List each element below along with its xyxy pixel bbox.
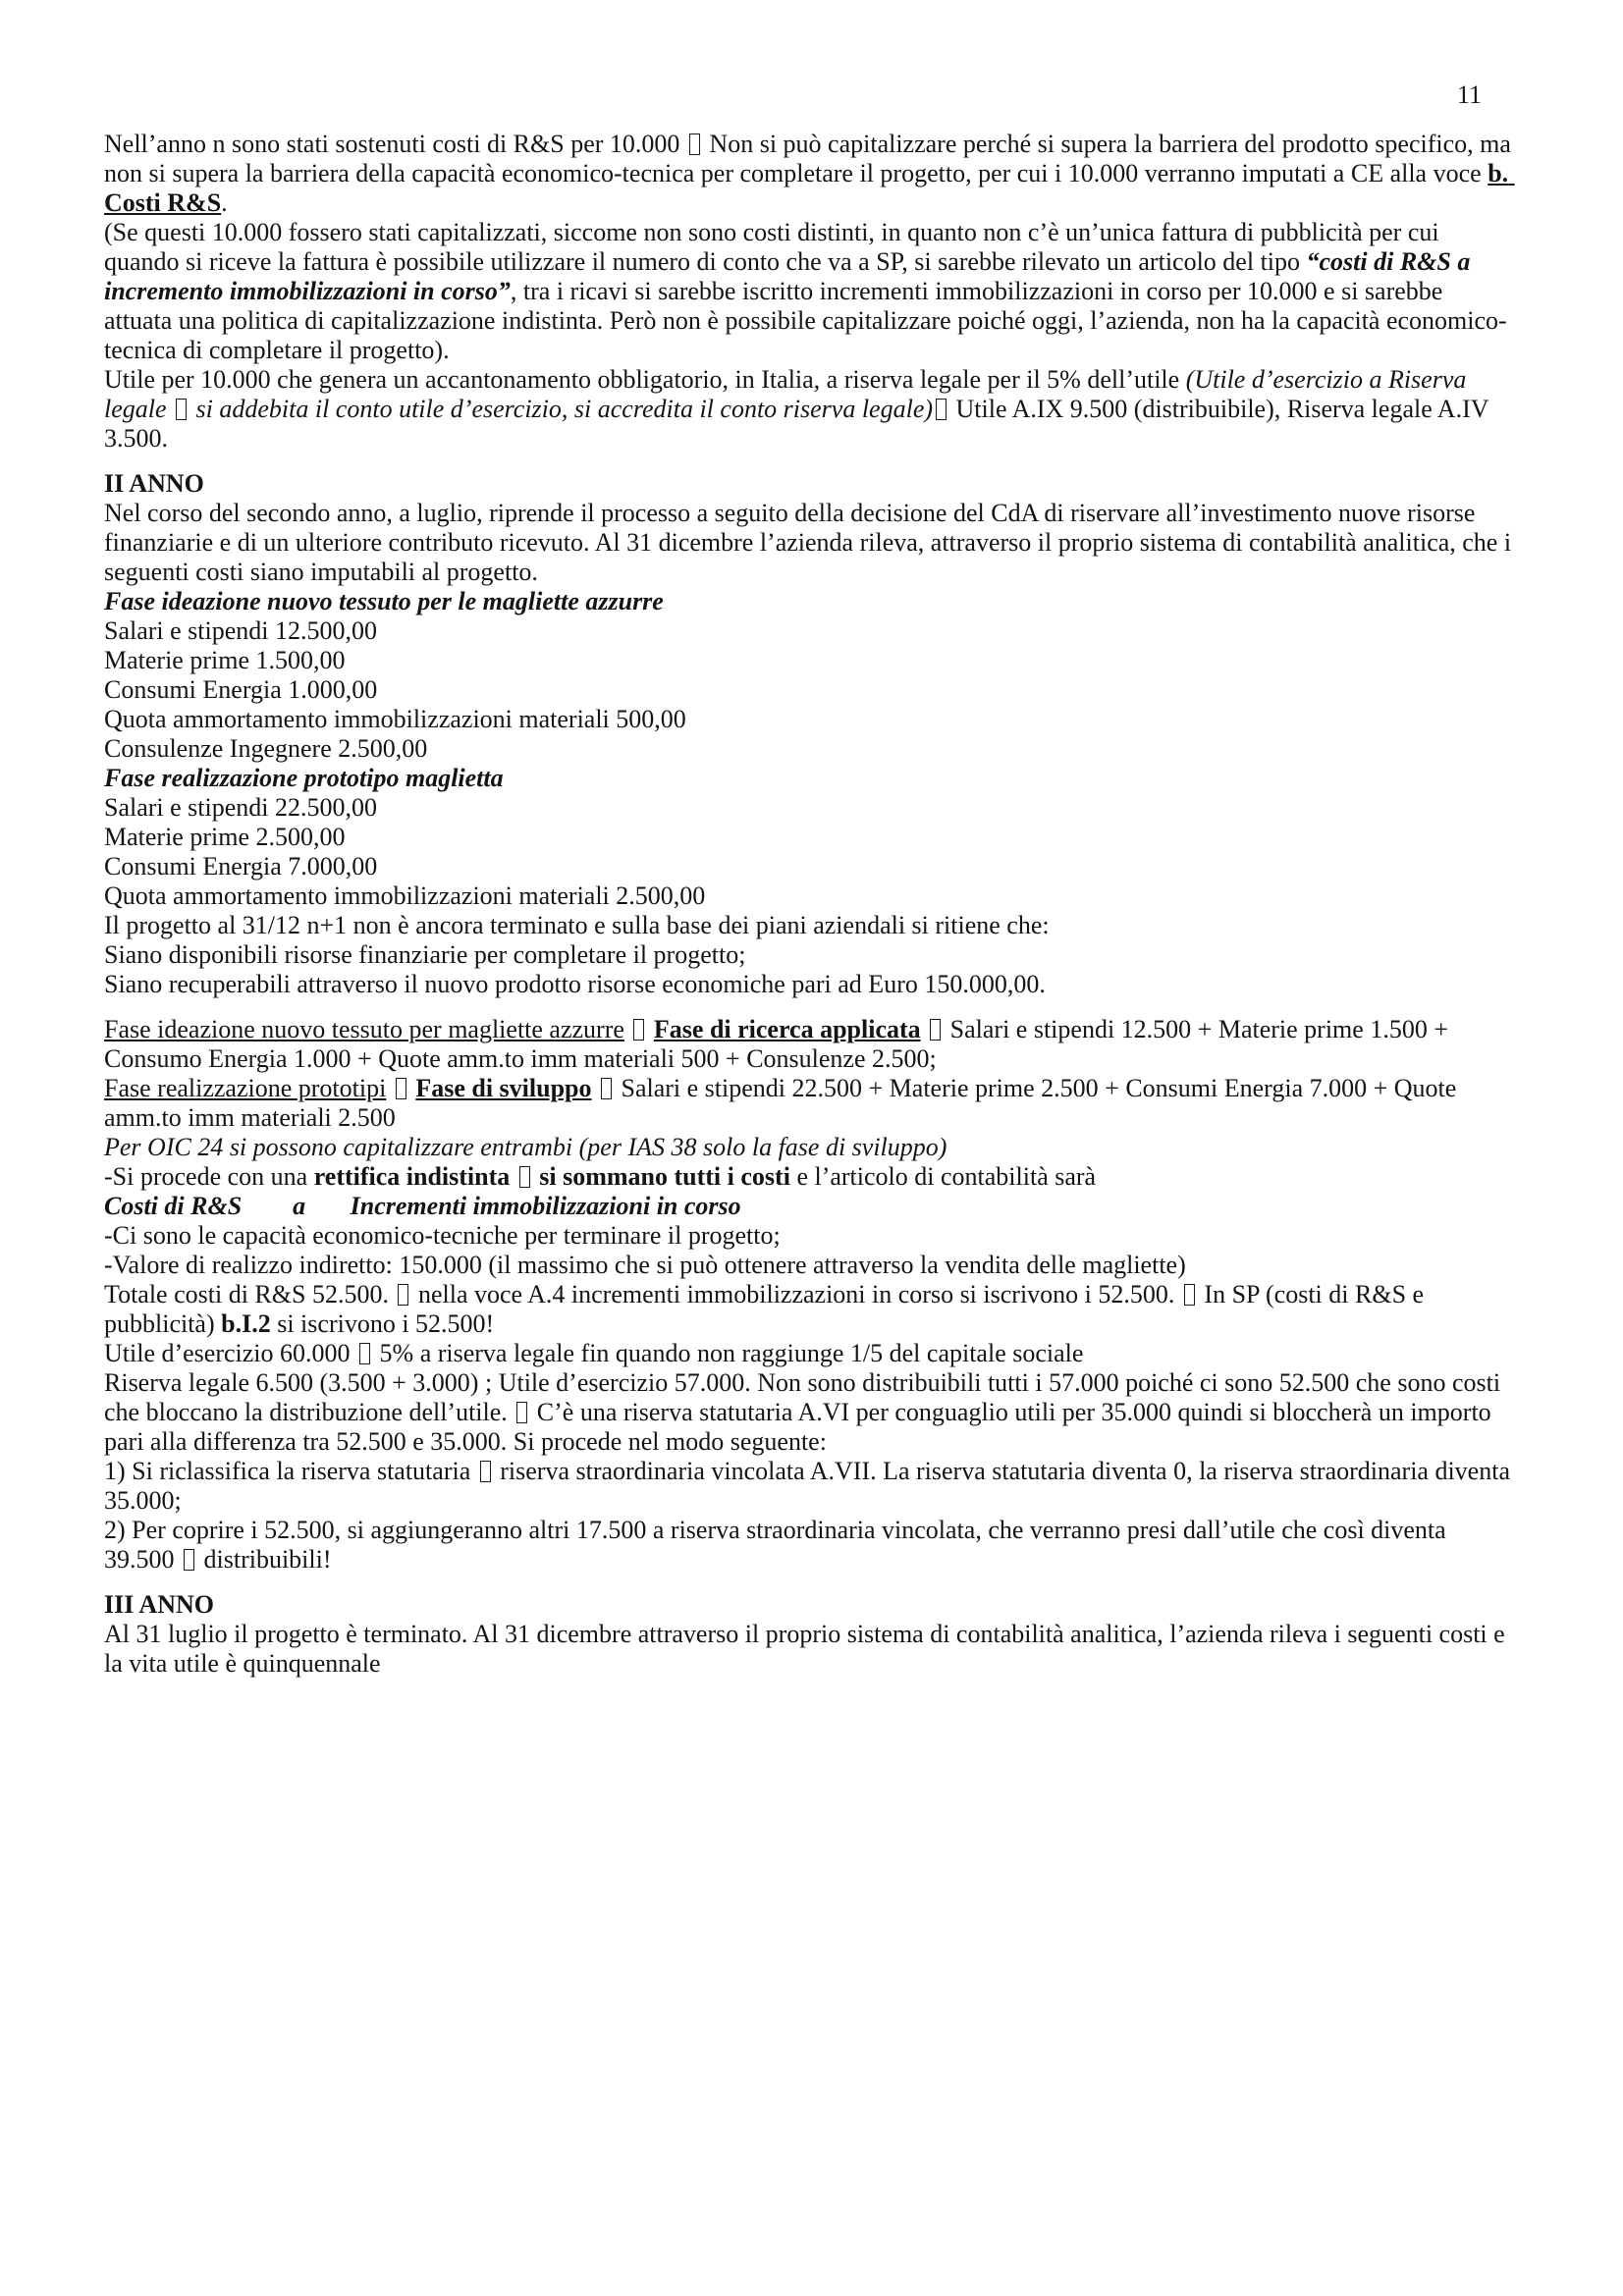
text-run: II ANNO <box>104 469 204 498</box>
paragraph-condition <box>104 970 1515 999</box>
text-run: Per OIC 24 si possono capitalizzare entrambi (per IAS 38 solo la fase di sviluppo) <box>104 1133 947 1161</box>
text-run: Materie prime 1.500,00 <box>104 646 346 674</box>
missing-glyph-box-icon <box>930 1019 941 1041</box>
missing-glyph-box-icon <box>480 1461 491 1482</box>
paragraph-condition <box>104 940 1515 970</box>
text-run: Consumi Energia 7.000,00 <box>104 852 378 881</box>
blank-line <box>104 999 1515 1015</box>
text-run: -Ci sono le capacità economico-tecniche per terminare il progetto; <box>104 1221 781 1250</box>
cost-line <box>104 646 1515 675</box>
text-run: si sommano tutti i costi <box>539 1162 790 1191</box>
text-run: Nel corso del secondo anno, a luglio, riprende il processo a seguito della decisione del CdA di riservare all’investimento nuove risorse finanziarie e di un ulteriore contributo ricevuto. Al 31 dicembre l’azienda rileva, attraverso il proprio sistema di contabilità analitica, che i seguenti costi siano imputabili al progetto. <box>104 499 1518 586</box>
text-run: (Utile d’esercizio a Riserva legale si addebita il conto utile d’esercizio, si accredita il conto riserva legale) <box>104 365 1473 423</box>
text-run: . <box>221 188 228 217</box>
text-run: Quota ammortamento immobilizzazioni materiali 500,00 <box>104 705 686 733</box>
text-run: -Valore di realizzo indiretto: 150.000 (il massimo che si può ottenere attraverso la vendita delle magliette) <box>104 1251 1186 1279</box>
text-run: 1) Si riclassifica la riserva statutaria riserva straordinaria vincolata A.VII. La riserva statutaria diventa 0, la riserva straordinaria diventa 35.000; <box>104 1457 1517 1515</box>
paragraph-riserva-legale <box>104 1368 1515 1457</box>
text-run <box>386 1074 415 1102</box>
paragraph-utile60 <box>104 1339 1515 1368</box>
cost-line <box>104 705 1515 734</box>
text-run: Fase di ricerca applicata <box>653 1015 921 1043</box>
text-run: Fase realizzazione prototipo maglietta <box>104 764 504 792</box>
blank-line <box>104 454 1515 469</box>
text-run: Materie prime 2.500,00 <box>104 823 346 851</box>
text-run: e l’articolo di contabilità sarà <box>789 1162 1097 1191</box>
text-run: Fase ideazione nuovo tessuto per le magliette azzurre <box>104 587 664 615</box>
text-run: Al 31 luglio il progetto è terminato. Al 31 dicembre attraverso il proprio sistema di contabilità analitica, l’azienda rileva i seguenti costi e la vita utile è quinquennale <box>104 1620 1512 1678</box>
blank-line <box>104 1575 1515 1590</box>
text-run: Costi di R&S a Incrementi immobilizzazioni in corso <box>104 1192 741 1220</box>
cost-line <box>104 675 1515 705</box>
paragraph-progetto-status <box>104 911 1515 940</box>
subheading-fase-realizzazione <box>104 764 1515 793</box>
paragraph-step-1 <box>104 1457 1515 1516</box>
text-run: b.I.2 <box>221 1309 271 1338</box>
cost-line <box>104 616 1515 646</box>
text-run: Salari e stipendi 12.500,00 <box>104 616 378 645</box>
missing-glyph-box-icon <box>184 1549 194 1571</box>
text-run: (Se questi 10.000 fossero stati capitalizzati, siccome non sono costi distinti, in quanto non c’è un’unica fattura di pubblicità per cui quando si riceve la fattura è possibile utilizzare il numero di conto che va a SP, si sarebbe rilevato un articolo del tipo <box>104 218 1446 276</box>
missing-glyph-box-icon <box>398 1284 408 1306</box>
heading-anno-2 <box>104 469 1515 499</box>
missing-glyph-box-icon <box>519 1166 530 1188</box>
missing-glyph-box-icon <box>516 1402 527 1423</box>
paragraph-oic <box>104 1133 1515 1162</box>
text-run: Salari e stipendi 22.500,00 <box>104 793 378 822</box>
document-body <box>104 130 1518 1679</box>
cost-line <box>104 881 1515 911</box>
text-run: si iscrivono i 52.500! <box>270 1309 495 1338</box>
paragraph-capitalization-note <box>104 218 1515 365</box>
page-number: 11 <box>1456 80 1482 109</box>
text-run: b. Costi R&S <box>104 159 1515 217</box>
missing-glyph-box-icon <box>359 1343 370 1364</box>
text-run: Fase di sviluppo <box>415 1074 592 1102</box>
paragraph-capacita <box>104 1221 1515 1251</box>
text-run: Il progetto al 31/12 n+1 non è ancora terminato e sulla base dei piani aziendali si ritiene che: <box>104 911 1050 939</box>
cost-line <box>104 823 1515 852</box>
missing-glyph-box-icon <box>633 1019 644 1041</box>
text-run <box>624 1015 654 1043</box>
missing-glyph-box-icon <box>176 399 187 420</box>
paragraph-journal-entry <box>104 1192 1515 1221</box>
text-run: Consulenze Ingegnere 2.500,00 <box>104 734 428 763</box>
text-run: Riserva legale 6.500 (3.500 + 3.000) ; Utile d’esercizio 57.000. Non sono distribuibili tutti i 57.000 poiché ci sono 52.500 che sono costi che bloccano la distribuzione dell’utile. C’è una riserva statutaria A.VI per conguaglio utili per 35.000 quindi si bloccherà un importo pari alla differenza tra 52.500 e 35.000. Si procede nel modo seguente: <box>104 1368 1507 1456</box>
text-run: Salari e stipendi 12.500 + Materie prime 1.500 + Consumo Energia 1.000 + Quote amm.to imm materiali 500 + Consulenze 2.500; <box>104 1015 1455 1073</box>
paragraph-anno3-intro <box>104 1620 1515 1679</box>
text-run: “costi di R&S a incremento immobilizzazioni in corso” <box>104 247 1477 305</box>
text-run: Utile per 10.000 che genera un accantonamento obbligatorio, in Italia, a riserva legale per il 5% dell’utile <box>104 365 1186 394</box>
text-run: Consumi Energia 1.000,00 <box>104 675 378 704</box>
paragraph-rettifica <box>104 1162 1515 1192</box>
cost-line <box>104 793 1515 823</box>
text-run: Quota ammortamento immobilizzazioni materiali 2.500,00 <box>104 881 706 910</box>
text-run: Utile A.IX 9.500 (distribuibile), Riserva legale A.IV 3.500. <box>104 395 1495 453</box>
text-run: Utile d’esercizio 60.000 5% a riserva legale fin quando non raggiunge 1/5 del capitale sociale <box>104 1339 1084 1367</box>
heading-anno-3 <box>104 1590 1515 1620</box>
text-run: -Si procede con una <box>104 1162 314 1191</box>
missing-glyph-box-icon <box>1184 1284 1195 1306</box>
subheading-fase-ideazione <box>104 587 1515 616</box>
missing-glyph-box-icon <box>601 1078 612 1099</box>
paragraph-fase-sviluppo <box>104 1074 1515 1133</box>
paragraph-fase-ricerca <box>104 1015 1515 1074</box>
text-run: Salari e stipendi 22.500 + Materie prime 2.500 + Consumi Energia 7.000 + Quote amm.to imm materiali 2.500 <box>104 1074 1463 1132</box>
text-run: Siano recuperabili attraverso il nuovo prodotto risorse economiche pari ad Euro 150.000,00. <box>104 970 1046 998</box>
paragraph-rs-costs <box>104 130 1518 218</box>
text-run: Fase realizzazione prototipi <box>104 1074 387 1102</box>
text-run: Nell’anno n sono stati sostenuti costi di R&S per 10.000 Non si può capitalizzare perché si supera la barriera del prodotto specifico, ma non si supera la barriera della capacità economico-tecnica per completare il progetto, per cui i 10.000 verranno imputati a CE alla voce <box>104 130 1518 187</box>
missing-glyph-box-icon <box>689 133 700 155</box>
text-run <box>510 1162 539 1191</box>
paragraph-valore <box>104 1251 1515 1280</box>
text-run: III ANNO <box>104 1590 214 1619</box>
paragraph-step-2 <box>104 1516 1515 1575</box>
text-run: Totale costi di R&S 52.500. nella voce A.4 incrementi immobilizzazioni in corso si iscrivono i 52.500. In SP (costi di R&S e pubblicità) <box>104 1280 1431 1338</box>
paragraph-totale <box>104 1280 1515 1339</box>
text-run: Siano disponibili risorse finanziarie per completare il progetto; <box>104 940 746 969</box>
cost-line <box>104 734 1515 764</box>
text-run: 2) Per coprire i 52.500, si aggiungeranno altri 17.500 a riserva straordinaria vincolata, che verranno presi dall’utile che così diventa 39.500 distribuibili! <box>104 1516 1453 1574</box>
text-run: Fase ideazione nuovo tessuto per magliette azzurre <box>104 1015 624 1043</box>
missing-glyph-box-icon <box>936 399 947 420</box>
text-run: , tra i ricavi si sarebbe iscritto incrementi immobilizzazioni in corso per 10.000 e si sarebbe attuata una politica di capitalizzazione indistinta. Però non è possibile capitalizzare poiché oggi, l’azienda, non ha la capacità economico-tecnica di completare il progetto). <box>104 277 1507 364</box>
paragraph-anno2-intro <box>104 499 1518 587</box>
text-run: rettifica indistinta <box>313 1162 511 1191</box>
missing-glyph-box-icon <box>396 1078 406 1099</box>
cost-line <box>104 852 1515 881</box>
paragraph-utile-riserva <box>104 365 1515 454</box>
